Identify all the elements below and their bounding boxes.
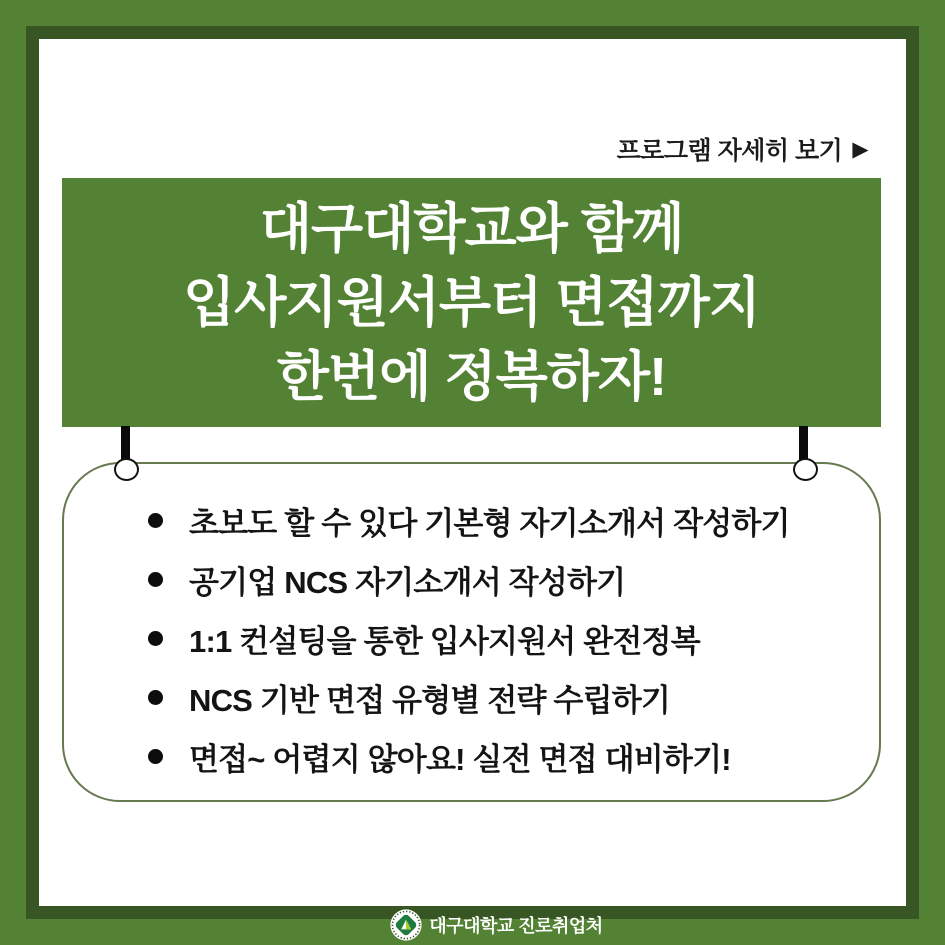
bullet-icon (148, 572, 163, 587)
university-emblem-logo (390, 909, 422, 941)
bullet-icon (148, 690, 163, 705)
title-banner (62, 178, 881, 427)
list-item (148, 609, 849, 668)
list-item (148, 491, 849, 550)
bullet-icon (148, 513, 163, 528)
footer-label: 대구대학교 진로취업처 (429, 916, 603, 936)
hanger-eyelet-right (793, 458, 818, 481)
list-item (148, 668, 849, 727)
program-list-sign (62, 462, 881, 802)
list-item-label: 공기업 NCS 자기소개서 작성하기 (189, 565, 626, 600)
title-line-2: 입사지원서부터 면접까지 (183, 272, 760, 333)
list-item-label: 면접~ 어렵지 않아요! 실전 면접 대비하기! (189, 742, 731, 777)
list-item (148, 727, 849, 786)
title-line-1: 대구대학교와 함께 (259, 198, 684, 259)
bullet-icon (148, 631, 163, 646)
list-item-label: NCS 기반 면접 유형별 전략 수립하기 (189, 683, 671, 718)
bullet-icon (148, 749, 163, 764)
arrow-right-icon: ▶ (852, 137, 868, 161)
hanger-eyelet-left (114, 458, 139, 481)
list-item (148, 550, 849, 609)
title-line-3: 한번에 정복하자! (276, 346, 667, 407)
footer (24, 907, 945, 943)
list-item-label: 1:1 컨설팅을 통한 입사지원서 완전정복 (189, 624, 700, 659)
list-item-label: 초보도 할 수 있다 기본형 자기소개서 작성하기 (189, 506, 790, 541)
program-list (64, 464, 879, 786)
program-details-label: 프로그램 자세히 보기 (616, 137, 843, 165)
program-details-link[interactable] (617, 131, 868, 167)
